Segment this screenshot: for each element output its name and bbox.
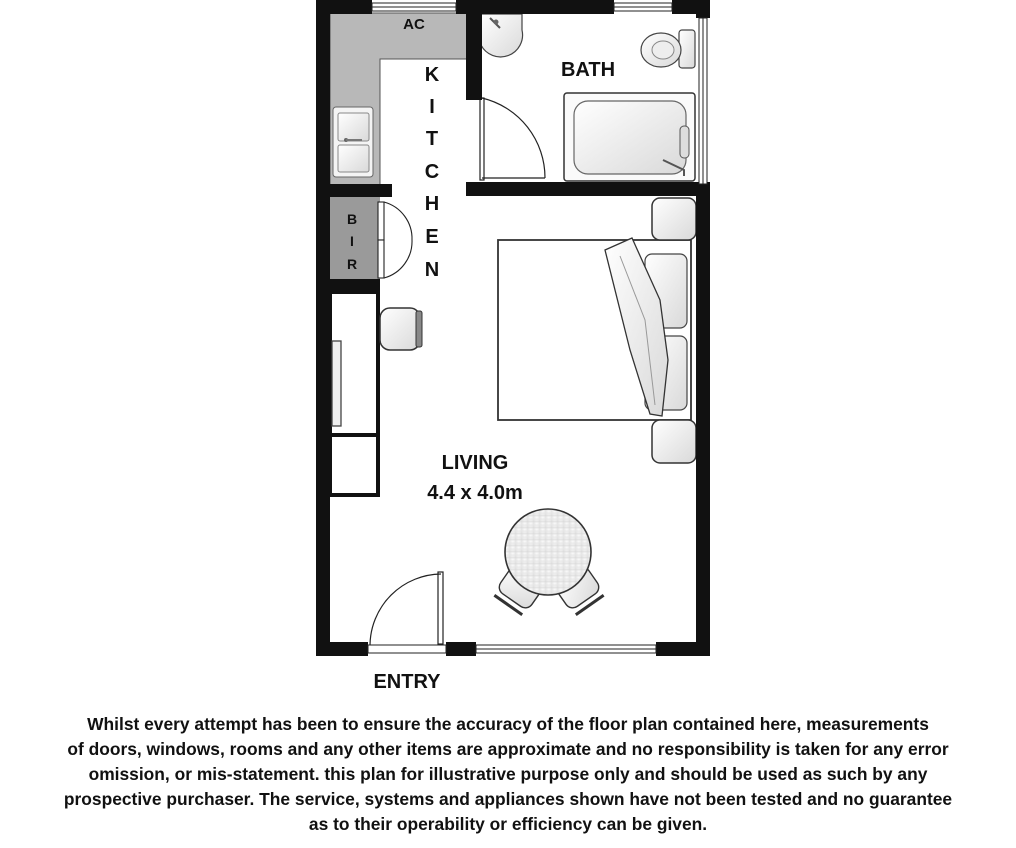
disclaimer bbox=[0, 712, 1016, 837]
kitchen-letter: E bbox=[425, 226, 439, 248]
kitchen-sink bbox=[333, 107, 373, 177]
disclaimer-line: omission, or mis-statement. this plan for illustrative purpose only and should be used as such by any bbox=[88, 764, 928, 784]
bir-letter: B bbox=[346, 211, 358, 227]
kitchen-letter: K bbox=[424, 64, 440, 86]
kitchen-letter: I bbox=[429, 96, 435, 118]
bath-door[interactable] bbox=[480, 98, 545, 180]
kitchen-letter: C bbox=[424, 161, 440, 183]
bedside-table-top bbox=[652, 198, 696, 240]
kitchen-label bbox=[425, 64, 440, 281]
entry-door[interactable] bbox=[370, 572, 443, 645]
disclaimer-line: as to their operability or efficiency can be given. bbox=[308, 814, 708, 834]
disclaimer-line: prospective purchaser. The service, systems and appliances shown have not been tested and no guarantee bbox=[63, 789, 953, 809]
ac-label: AC bbox=[403, 16, 425, 33]
living-label: LIVING bbox=[441, 452, 509, 474]
bir-letter: I bbox=[350, 233, 354, 249]
disclaimer-line: Whilst every attempt has been to ensure the accuracy of the floor plan contained here, measurements bbox=[87, 714, 929, 734]
entry-label: ENTRY bbox=[373, 671, 441, 693]
robe-doors[interactable] bbox=[378, 202, 412, 278]
desk-chair bbox=[380, 308, 422, 350]
bath-label: BATH bbox=[560, 59, 616, 81]
desk-unit bbox=[330, 292, 378, 495]
toilet bbox=[641, 30, 695, 68]
kitchen-letter: T bbox=[425, 128, 439, 150]
disclaimer-line: of doors, windows, rooms and any other items are approximate and no responsibility is taken for any error bbox=[67, 739, 949, 759]
kitchen-letter: N bbox=[424, 259, 440, 281]
bathtub bbox=[564, 93, 695, 181]
living-size-label: 4.4 x 4.0m bbox=[427, 482, 523, 504]
bedside-table-bottom bbox=[652, 420, 696, 463]
bir-letter: R bbox=[346, 256, 358, 272]
dining-table bbox=[493, 509, 606, 616]
double-bed bbox=[498, 238, 691, 420]
bath-basin bbox=[481, 14, 523, 57]
kitchen-letter: H bbox=[424, 193, 440, 215]
